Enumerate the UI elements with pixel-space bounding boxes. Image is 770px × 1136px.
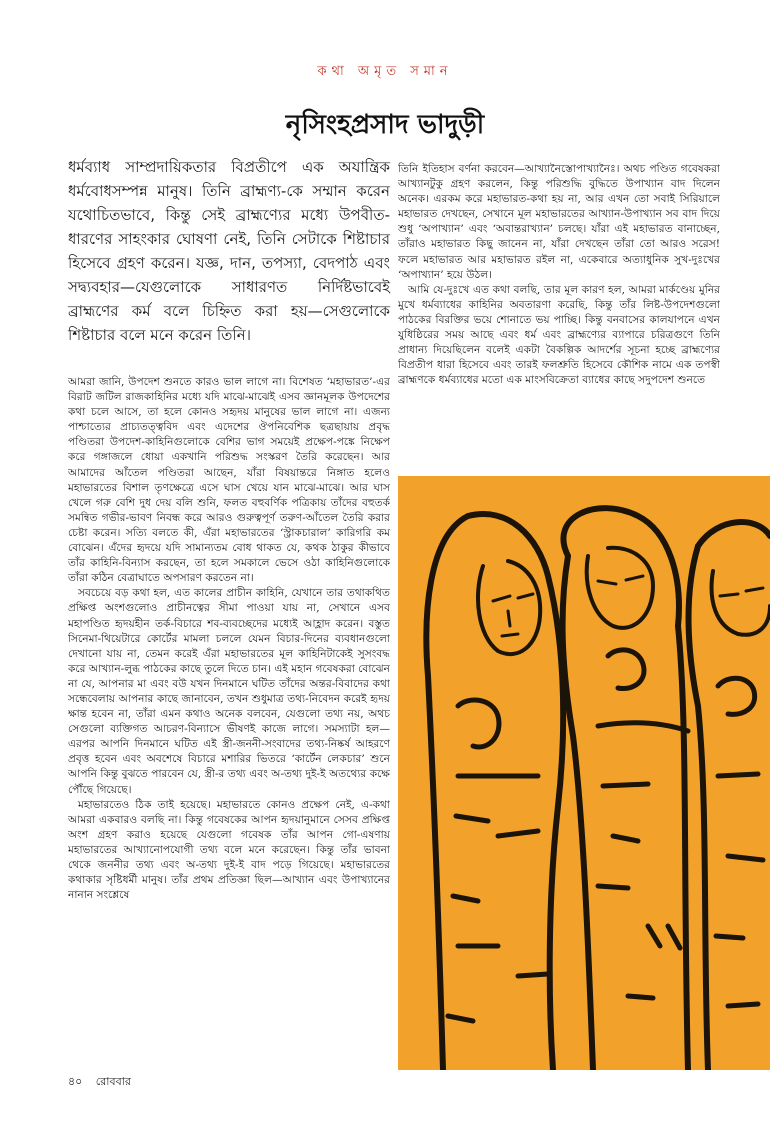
series-title: কথা অমৃত সমান xyxy=(317,64,453,79)
body-paragraph: সবচেয়ে বড় কথা হল, এত কালের প্রাচীন কাহিনি, যেখানে তার তথাকথিত প্রক্ষিপ্ত অংশগুলোও প্রাচীনত্বের সীমা পাওয়া যায় না, সেখানে এসব মহাপণ্ডিত হৃদয়হীন তর্ক-বিচারে শব-ব্যবচ্ছেদের মধ্যেই আহ্লাদ করেন। বস্তুত সিনেমা-থিয়েটারে কোর্টের মামলা চললে যেমন বিচার-দিনের ব্যবধানগুলো দেখানো যায় না, তেমন করেই এঁরা মহাভারতের মূল কাহিনিটাকেই সুসংবদ্ধ করে আখ্যান-লুব্ধ পাঠকের কাছে তুলে দিতে চান। এই মহান গবেষকরা বোঝেন না যে, আপনার মা এবং বউ যখন দিনমানে ঘটিত তাঁদের অন্তর-বিবাদের কথা সন্ধেবেলায় আপনার কাছে জানাবেন, তখন শুধুমাত্র তথ্য-নিবেদন করেই হৃদয় ক্ষান্ত হবেন না, তাঁরা এমন কথাও অনেক বলবেন, যেগুলো তথ্য নয়, অথচ সেগুলো ব্যক্তিগত আচরণ-বিন্যাসে ভীষণই কাজে লাগে। সমস্যাটা হল—এরপর আপনি দিনমানে ঘটিত এই স্ত্রী-জননী-সংবাদের তথ্য-নিষ্কর্ষ আহরণে প্রবৃত্ত হবেন এবং অবশেষে বিচারে মশারির ভিতরে ‘কার্টেন লেকচার’ শুনে আপনি কিন্তু বুঝতে পারবেন যে, স্ত্রী-র তথ্য এবং অ-তথ্য দুই-ই অতথ্যের কক্ষে পৌঁছে গিয়েছে। xyxy=(68,587,390,796)
lead-paragraph: ধর্মব্যাধ সাম্প্রদায়িকতার বিপ্রতীপে এক অযান্ত্রিক ধর্মবোধসম্পন্ন মানুষ। তিনি ব্রাহ্মণ্য-কে সম্মান করেন যথোচিতভাবে, কিন্তু সেই ব্রাহ্মণ্যের মধ্যে উপবীত-ধারণের সাহংকার ঘোষণা নেই, তিনি সেটাকে শিষ্টাচার হিসেবে গ্রহণ করেন। যজ্ঞ, দান, তপস্যা, বেদপাঠ এবং সদ্ব্যবহার—যেগুলোকে সাধারণত নির্দিষ্টভাবেই ব্রাহ্মণের কর্ম বলে চিহ্নিত করা হয়—সেগুলোকে শিষ্টাচার বলে মনে করেন তিনি। xyxy=(68,158,390,344)
body-paragraph: আমি যে-দুঃখে এত কথা বলছি, তার মূল কারণ হল, আমরা মার্কণ্ডেয় মুনির মুখে ধর্মব্যাধের কাহিনির অবতারণা করেছি, কিন্তু তাঁর লিষ্ট-উপদেশগুলো পাঠকের বিরক্তির ভয়ে শোনাতে ভয় পাচ্ছি। কিন্তু বনবাসের কালযাপনে এখন যুধিষ্ঠিরের সময় আছে এবং ধর্ম এবং ব্রাহ্মণ্যের ব্যাপারে চরিত্রগুণে তিনি প্রাধান্য দিয়েছিলেন বলেই একটা বৈকল্পিক আদর্শের সূচনা হচ্ছে ব্রাহ্মণ্যের বিপ্রতীপ ধারা হিসেবে এবং তারই ফলশ্রুতি হিসেবে কৌশিক নামে এক তপস্বী ব্রাহ্মণকে ধর্মব্যাধের মতো এক মাংসবিক্রেতা ব্যাধের কাছে সদুপদেশ শুনতে xyxy=(398,283,720,387)
body-column-left xyxy=(68,375,390,1060)
body-column-right xyxy=(398,162,720,462)
page-number: ৪০ xyxy=(68,1075,83,1088)
body-paragraph: আমরা জানি, উপদেশ শুনতে কারও ভাল লাগে না। বিশেষত ‘মহাভারত’-এর বিরাট জটিল রাজকাহিনির মধ্যে যদি মাঝে-মাঝেই এসব জ্ঞানমূলক উপদেশের কথা চলে আসে, তা হলে কোনও সহৃদয় মানুষের ভাল লাগে না। এজন্য পাশ্চাত্যের প্রাচ্যতত্ত্ববিদ এবং এদেশের ঔপনিবেশিক ছত্রছায়ায় প্রবৃদ্ধ পণ্ডিতরা উপদেশ-কাহিনিগুলোকে বেশির ভাগ সময়েই প্রক্ষেপ-পঙ্কে নিক্ষেপ করে গঙ্গাজলে ধোয়া একখানি পরিশুদ্ধ সংস্করণ তৈরি করেছেন। আর আমাদের আঁতেল পণ্ডিতরা আছেন, যাঁরা বিষয়ান্তরে নিঙ্গাত হলেও মহাভারতের বিশাল তৃণক্ষেত্রে এসে ঘাস খেয়ে যান মাঝে-মাঝে। আর ঘাস খেলে গরু বেশি দুধ দেয় বলি শুনি, ফলত বহুবর্ণিক পত্রিকায় তাঁদের বহুতর্ক সমন্বিত গভীর-ভাবণ নিবন্ধ করে আরও গুরুত্বপূর্ণ তরুণ-আঁতেল তৈরি করার চেষ্টা করেন। সত্যি বলতে কী, এঁরা মহাভারতের ‘স্ট্রাকচারাল’ কারিগরি কম বোঝেন। এঁদের হৃদয়ে যদি সামান্যতম বোধ থাকত যে, কথক ঠাকুর কীভাবে তাঁর কাহিনি-বিন্যাস করছেন, তা হলে সমকালে ভেসে ওঠা কাহিনিগুলোকে তাঁরা কঠিন বেত্রাঘাতে অপসারণ করতেন না। xyxy=(68,376,390,585)
body-paragraph: মহাভারতেও ঠিক তাই হয়েছে। মহাভারতে কোনও প্রক্ষেপ নেই, এ-কথা আমরা একবারও বলছি না। কিন্তু গবেষকের আপন হৃদয়ানুমানে সেসব প্রক্ষিপ্ত অংশ গ্রহণ করাও হয়েছে যেগুলো গবেষক তাঁর আপন গো-এষণায় মহাভারতের আখ্যানোপযোগী তথ্য বলে মনে করেছেন। কিন্তু তাঁর ভাবনা থেকে জননীর তথ্য এবং অ-তথ্য দুই-ই বাদ পড়ে গিয়েছে। মহাভারতের কথাকার সৃষ্টিধর্মী মানুষ। তাঁর প্রথম প্রতিজ্ঞা ছিল—আখ্যান এবং উপাখ্যানের নানান সংশ্লেষে xyxy=(68,798,390,902)
three-women-illustration-icon xyxy=(398,476,770,1070)
page-footer xyxy=(68,1073,141,1092)
body-paragraph: তিনি ইতিহাস বর্ণনা করবেন—আখ্যানৈস্তোপাখ্যানৈঃ। অথচ পণ্ডিত গবেষকরা আখ্যানটুকু গ্রহণ করলেন, কিন্তু পরিশুদ্ধি বুদ্ধিতে উপাখ্যান বাদ দিলেন অনেক। এরকম করে মহাভারত-কথা হয় না, আর এখন তো সবাই সিরিয়ালে মহাভারত দেখছেন, সেখানে মূল মহাভারতের আখ্যান-উপাখ্যান সব বাদ দিয়ে শুধু ‘অপাখ্যান’ এবং ‘অবান্তরাখ্যান’ চলছে। যাঁরা এই মহাভারত বানাচ্ছেন, তাঁরাও মহাভারত কিছু জানেন না, যাঁরা দেখছেন তাঁরা তো আরও সরেস! ফলে মহাভারত আর মহাভারত রইল না, একেবারে অত্যাধুনিক সুখ-দুঃখের ‘অপাখ্যান’ হয়ে উঠল। xyxy=(398,163,720,281)
magazine-name: রোববার xyxy=(95,1075,131,1088)
author-name: নৃসিংহপ্রসাদ ভাদুড়ী xyxy=(285,110,485,140)
